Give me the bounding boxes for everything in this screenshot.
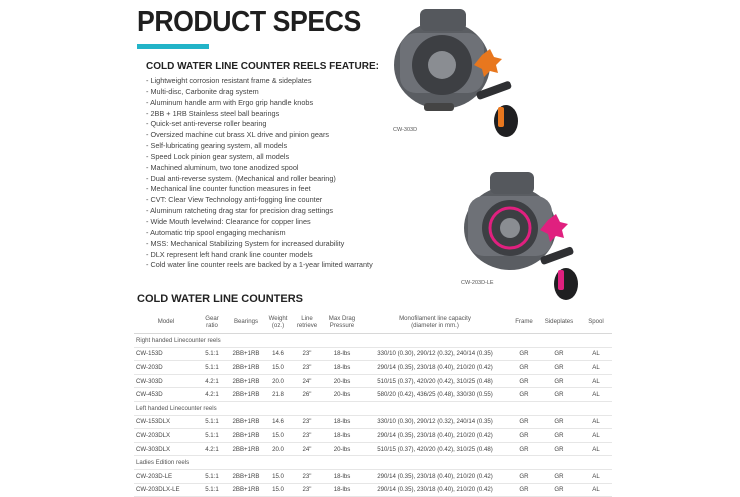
cell-weight: 15.0 [266, 469, 290, 483]
header-model: Model [134, 311, 198, 334]
feature-item: - Self-lubricating gearing system, all models [146, 141, 373, 152]
cell-sideplates: GR [538, 347, 580, 361]
knob-accent [558, 270, 564, 290]
section-label: Left handed Linecounter reels [134, 401, 612, 415]
feature-item: - Automatic trip spool engaging mechanism [146, 228, 373, 239]
table-header-row [134, 311, 612, 334]
features-heading: COLD WATER LINE COUNTER REELS FEATURE: [146, 61, 379, 72]
feature-item: - 2BB + 1RB Stainless steel ball bearings [146, 109, 373, 120]
cell-model: CW-203D-LE [134, 469, 198, 483]
section-label: Right handed Linecounter reels [134, 334, 612, 348]
cell-frame: GR [510, 442, 538, 456]
cell-drag: 18-lbs [324, 347, 360, 361]
cell-spool: AL [580, 469, 612, 483]
reel-foot [424, 103, 454, 111]
header-frame: Frame [510, 311, 538, 334]
feature-item: - Wide Mouth levelwind: Clearance for copper lines [146, 217, 373, 228]
cell-drag: 18-lbs [324, 469, 360, 483]
cell-model: CW-203DLX-LE [134, 483, 198, 497]
cell-spool: AL [580, 361, 612, 375]
table-row [134, 361, 612, 375]
cell-weight: 21.8 [266, 388, 290, 402]
cell-drag: 20-lbs [324, 388, 360, 402]
title-underline [137, 44, 209, 49]
cell-bearings: 2BB+1RB [226, 347, 266, 361]
line-counter [490, 172, 534, 194]
table-row [134, 469, 612, 483]
cell-weight: 14.6 [266, 347, 290, 361]
table-row [134, 374, 612, 388]
cell-sideplates: GR [538, 388, 580, 402]
cell-capacity: 510/15 (0.37), 420/20 (0.42), 310/25 (0.48) [360, 374, 510, 388]
feature-item: - Lightweight corrosion resistant frame & sideplates [146, 76, 373, 87]
handle-knob [554, 268, 578, 300]
feature-item: - Dual anti-reverse system. (Mechanical and roller bearing) [146, 174, 373, 185]
line-counter [420, 9, 466, 31]
cell-capacity: 330/10 (0.30), 290/12 (0.32), 240/14 (0.35) [360, 347, 510, 361]
cell-bearings: 2BB+1RB [226, 442, 266, 456]
cell-spool: AL [580, 483, 612, 497]
knob-accent [498, 107, 504, 127]
header-gear-ratio: Gear ratio [198, 311, 226, 334]
cell-model: CW-453D [134, 388, 198, 402]
cell-bearings: 2BB+1RB [226, 361, 266, 375]
header-bearings: Bearings [226, 311, 266, 334]
cell-drag: 18-lbs [324, 361, 360, 375]
cell-spool: AL [580, 374, 612, 388]
cell-retrieve: 23" [290, 483, 324, 497]
cell-sideplates: GR [538, 429, 580, 443]
cell-frame: GR [510, 388, 538, 402]
cell-frame: GR [510, 347, 538, 361]
cell-gear: 5.1:1 [198, 415, 226, 429]
cell-model: CW-203DLX [134, 429, 198, 443]
header-line-retrieve: Line retrieve [290, 311, 324, 334]
cell-model: CW-203D [134, 361, 198, 375]
feature-item: - Oversized machine cut brass XL drive and pinion gears [146, 130, 373, 141]
cell-sideplates: GR [538, 361, 580, 375]
cell-capacity: 290/14 (0.35), 230/18 (0.40), 210/20 (0.42) [360, 483, 510, 497]
handle-knob [494, 105, 518, 137]
cell-spool: AL [580, 442, 612, 456]
cell-weight: 15.0 [266, 429, 290, 443]
cell-sideplates: GR [538, 415, 580, 429]
cell-gear: 5.1:1 [198, 469, 226, 483]
cell-retrieve: 23" [290, 429, 324, 443]
counters-heading: COLD WATER LINE COUNTERS [137, 293, 304, 305]
cell-retrieve: 23" [290, 347, 324, 361]
reel-image-cw-203d-le [448, 168, 588, 308]
cell-weight: 15.0 [266, 483, 290, 497]
cell-weight: 20.0 [266, 374, 290, 388]
cell-retrieve: 26" [290, 388, 324, 402]
cell-capacity: 510/15 (0.37), 420/20 (0.42), 310/25 (0.48) [360, 442, 510, 456]
reel-spool-hub [428, 51, 456, 79]
cell-retrieve: 23" [290, 415, 324, 429]
table-section-row [134, 334, 612, 348]
feature-item: - Aluminum ratcheting drag star for precision drag settings [146, 206, 373, 217]
header-spool: Spool [580, 311, 612, 334]
cell-capacity: 290/14 (0.35), 230/18 (0.40), 210/20 (0.42) [360, 361, 510, 375]
reel-spool-hub [500, 218, 520, 238]
cell-bearings: 2BB+1RB [226, 388, 266, 402]
cell-spool: AL [580, 429, 612, 443]
cell-spool: AL [580, 388, 612, 402]
cell-sideplates: GR [538, 374, 580, 388]
feature-item: - DLX represent left hand crank line counter models [146, 250, 373, 261]
cell-gear: 4.2:1 [198, 442, 226, 456]
cell-drag: 20-lbs [324, 442, 360, 456]
cell-gear: 4.2:1 [198, 388, 226, 402]
cell-capacity: 580/20 (0.42), 436/25 (0.48), 330/30 (0.55) [360, 388, 510, 402]
header-sideplates: Sideplates [538, 311, 580, 334]
reel2-caption: CW-203D-LE [461, 280, 494, 286]
cell-drag: 18-lbs [324, 415, 360, 429]
feature-item: - Multi-disc, Carbonite drag system [146, 87, 373, 98]
section-label: Ladies Edition reels [134, 456, 612, 470]
header-max-drag: Max Drag Pressure [324, 311, 360, 334]
cell-gear: 5.1:1 [198, 483, 226, 497]
cell-retrieve: 24" [290, 442, 324, 456]
cell-drag: 18-lbs [324, 429, 360, 443]
table-row [134, 388, 612, 402]
cell-model: CW-303DLX [134, 442, 198, 456]
cell-spool: AL [580, 347, 612, 361]
table-section-row [134, 456, 612, 470]
feature-item: - Speed Lock pinion gear system, all models [146, 152, 373, 163]
header-capacity: Monofilament line capacity (diameter in mm.) [360, 311, 510, 334]
page-title: PRODUCT SPECS [137, 6, 361, 38]
cell-retrieve: 24" [290, 374, 324, 388]
cell-sideplates: GR [538, 469, 580, 483]
cell-weight: 20.0 [266, 442, 290, 456]
specs-table [134, 311, 612, 497]
cell-model: CW-153DLX [134, 415, 198, 429]
cell-sideplates: GR [538, 483, 580, 497]
cell-bearings: 2BB+1RB [226, 429, 266, 443]
cell-drag: 20-lbs [324, 374, 360, 388]
table-row [134, 415, 612, 429]
feature-item: - Mechanical line counter function measures in feet [146, 184, 373, 195]
table-row [134, 442, 612, 456]
cell-capacity: 290/14 (0.35), 230/18 (0.40), 210/20 (0.42) [360, 429, 510, 443]
feature-item: - Quick-set anti-reverse roller bearing [146, 119, 373, 130]
reel1-caption: CW-303D [393, 127, 418, 133]
cell-gear: 5.1:1 [198, 347, 226, 361]
table-row [134, 347, 612, 361]
cell-frame: GR [510, 415, 538, 429]
cell-frame: GR [510, 469, 538, 483]
feature-item: - Machined aluminum, two tone anodized spool [146, 163, 373, 174]
cell-frame: GR [510, 429, 538, 443]
cell-model: CW-303D [134, 374, 198, 388]
cell-drag: 18-lbs [324, 483, 360, 497]
feature-item: - Cold water line counter reels are backed by a 1-year limited warranty [146, 260, 373, 271]
cell-gear: 5.1:1 [198, 429, 226, 443]
cell-capacity: 290/14 (0.35), 230/18 (0.40), 210/20 (0.42) [360, 469, 510, 483]
feature-item: - CVT: Clear View Technology anti-fogging line counter [146, 195, 373, 206]
features-list [146, 76, 373, 271]
cell-weight: 14.6 [266, 415, 290, 429]
feature-item: - MSS: Mechanical Stabilizing System for increased durability [146, 239, 373, 250]
header-weight: Weight (oz.) [266, 311, 290, 334]
cell-bearings: 2BB+1RB [226, 469, 266, 483]
cell-gear: 5.1:1 [198, 361, 226, 375]
cell-frame: GR [510, 361, 538, 375]
reel-image-cw-303d [380, 3, 520, 143]
cell-bearings: 2BB+1RB [226, 483, 266, 497]
cell-model: CW-153D [134, 347, 198, 361]
cell-bearings: 2BB+1RB [226, 415, 266, 429]
cell-capacity: 330/10 (0.30), 290/12 (0.32), 240/14 (0.35) [360, 415, 510, 429]
cell-weight: 15.0 [266, 361, 290, 375]
feature-item: - Aluminum handle arm with Ergo grip handle knobs [146, 98, 373, 109]
cell-retrieve: 23" [290, 361, 324, 375]
cell-spool: AL [580, 415, 612, 429]
cell-retrieve: 23" [290, 469, 324, 483]
cell-frame: GR [510, 374, 538, 388]
table-row [134, 429, 612, 443]
cell-sideplates: GR [538, 442, 580, 456]
cell-bearings: 2BB+1RB [226, 374, 266, 388]
cell-frame: GR [510, 483, 538, 497]
cell-gear: 4.2:1 [198, 374, 226, 388]
table-row [134, 483, 612, 497]
table-section-row [134, 401, 612, 415]
